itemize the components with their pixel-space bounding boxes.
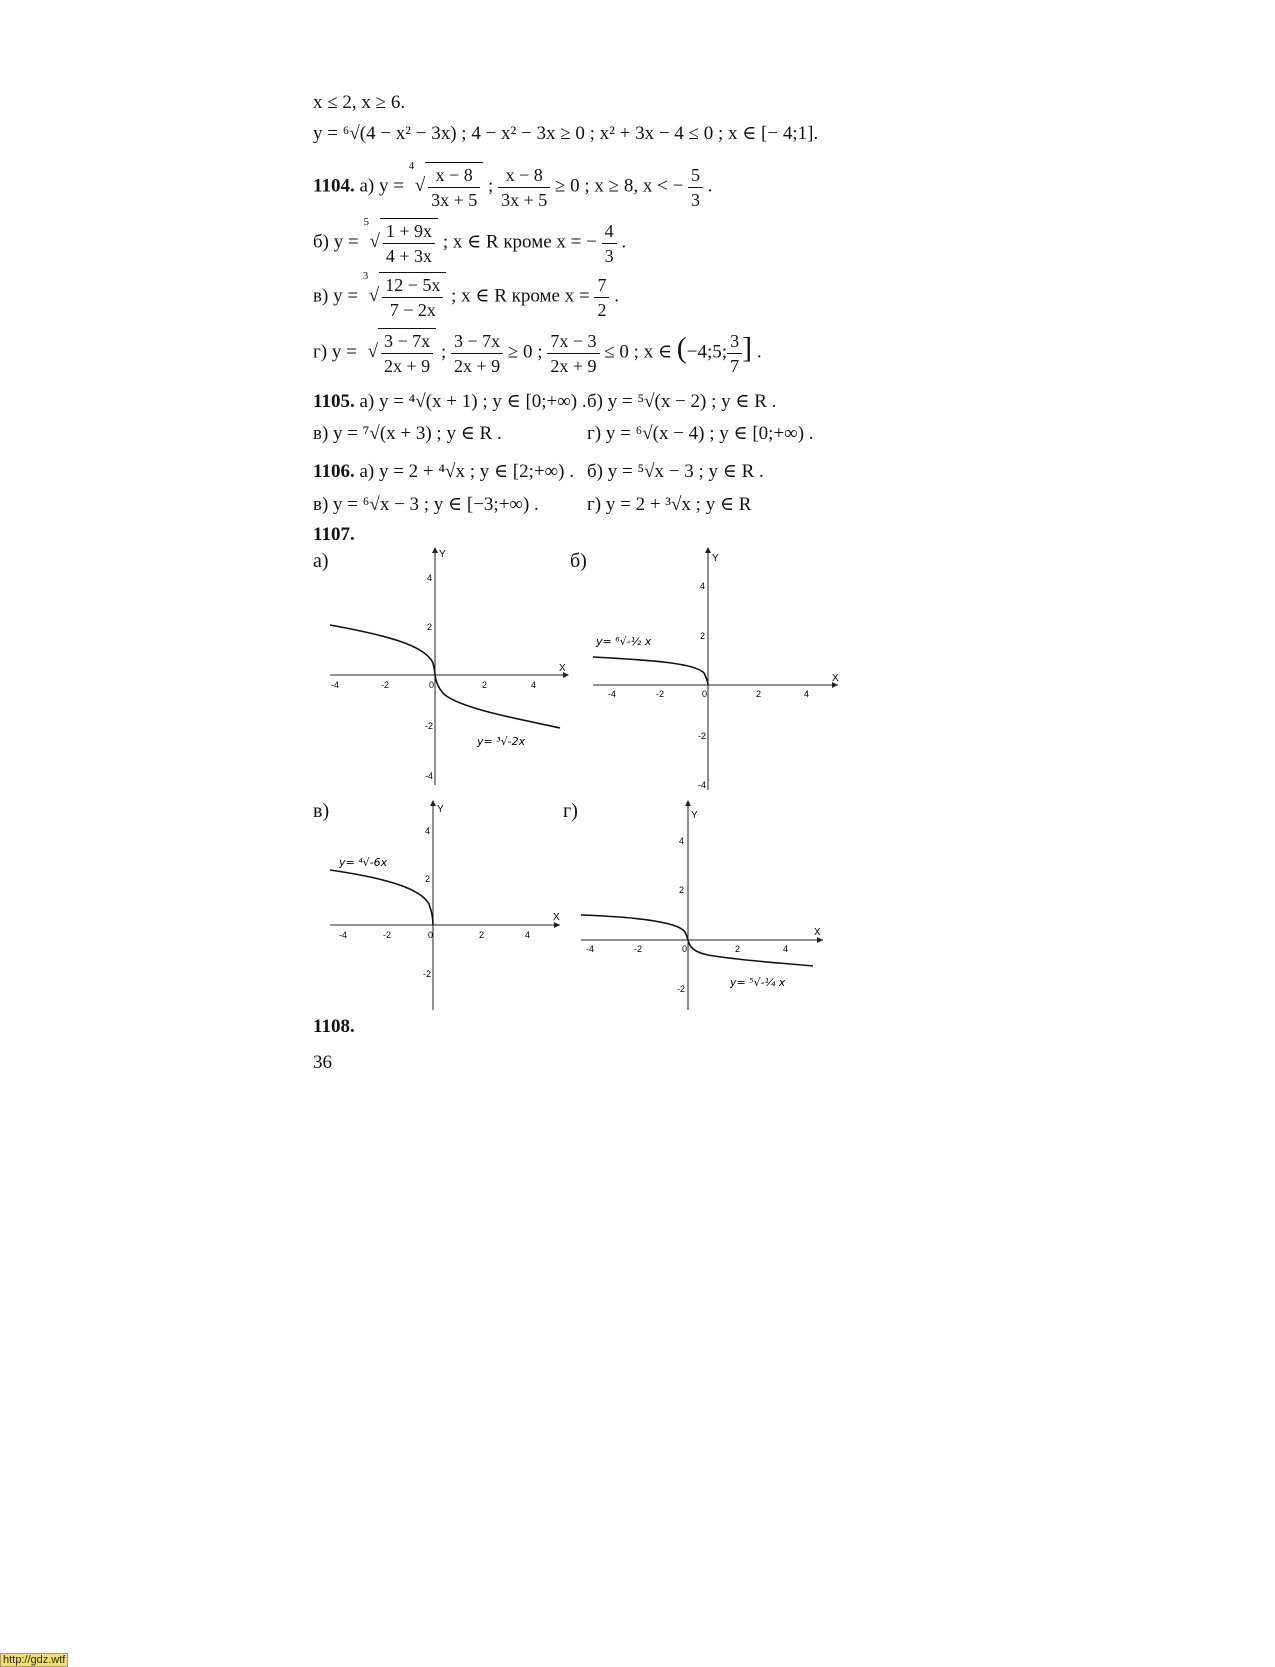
svg-text:-4: -4 <box>331 680 340 690</box>
condition-text: ; x ∈ R кроме x = − <box>442 231 597 253</box>
line-1106-v: в) y = ⁶√x − 3 ; y ∈ [−3;+∞) . <box>313 494 539 515</box>
problem-1107: 1107. <box>313 524 355 545</box>
fraction: $\frac{4}{3}$ <box>602 219 617 268</box>
problem-number: 1104. <box>313 175 355 197</box>
line-1106-b: б) y = ⁵√x − 3 ; y ∈ R . <box>587 461 764 482</box>
svg-text:4: 4 <box>700 581 706 591</box>
svg-text:0: 0 <box>428 930 434 940</box>
fraction: $\frac{7}{2}$ <box>594 273 609 322</box>
line-x-conditions: x ≤ 2, x ≥ 6. <box>313 92 406 113</box>
svg-text:4: 4 <box>525 930 531 940</box>
fraction: $\frac{x - 8}{3x + 5}$ <box>498 163 550 212</box>
radical: √ $\frac{3 - 7x}{2x + 9}$ <box>362 328 437 378</box>
svg-text:4: 4 <box>427 573 433 583</box>
svg-text:Y: Y <box>437 804 444 815</box>
item-label: г) <box>313 341 328 363</box>
radical: 4 √ $\frac{x - 8}{3x + 5}$ <box>409 162 484 212</box>
svg-text:0: 0 <box>702 689 708 699</box>
line-1105-b: б) y = ⁵√(x − 2) ; y ∈ R . <box>587 391 777 412</box>
condition-text: ; x ∈ R кроме x = <box>451 285 590 307</box>
svg-text:0: 0 <box>429 680 435 690</box>
svg-text:X: X <box>814 927 821 938</box>
svg-text:X: X <box>832 673 839 684</box>
svg-text:2: 2 <box>479 930 485 940</box>
svg-text:2: 2 <box>425 874 431 884</box>
svg-text:-2: -2 <box>634 944 643 954</box>
line-1104-v: в) y = 3 √ $\frac{12 - 5x}{7 - 2x}$ ; x ∈ R кроме x = $\frac{7}{2}$ . <box>313 270 619 320</box>
svg-text:4: 4 <box>783 944 789 954</box>
svg-text:-4: -4 <box>608 689 617 699</box>
svg-text:2: 2 <box>700 631 706 641</box>
fraction: $\frac{3 - 7x}{2x + 9}$ <box>451 329 503 378</box>
svg-text:2: 2 <box>756 689 762 699</box>
fraction: $\frac{7x - 3}{2x + 9}$ <box>547 329 599 378</box>
x-axis-label: X <box>559 663 566 674</box>
graph-b <box>590 545 845 795</box>
svg-text:-2: -2 <box>698 731 707 741</box>
line-1104-g: г) y = √ $\frac{3 - 7x}{2x + 9}$ ; $\frac{3 - 7x}{2x + 9}$ ≥ 0 ; $\frac{7x - 3}{2x + 9}$ ≤ 0 ; x ∈ (−4;5; $\frac{3}{7}$ ] . <box>313 328 762 378</box>
svg-text:X: X <box>553 912 560 923</box>
svg-text:y= ⁵√-¼ x: y= ⁵√-¼ x <box>730 976 786 989</box>
svg-text:-2: -2 <box>423 969 432 979</box>
svg-text:-2: -2 <box>656 689 665 699</box>
svg-text:-4: -4 <box>339 930 348 940</box>
problem-number: 1105. <box>313 391 355 412</box>
item-label: в) <box>313 285 329 307</box>
item-label: б) <box>313 231 329 253</box>
y-axis-label: Y <box>439 549 446 560</box>
svg-text:-2: -2 <box>383 930 392 940</box>
svg-text:-4: -4 <box>586 944 595 954</box>
problem-1108: 1108. <box>313 1016 355 1037</box>
graph-a <box>325 545 570 790</box>
graph-label-b: б) <box>570 550 587 572</box>
svg-text:-4: -4 <box>698 780 707 790</box>
line-1106-g: г) y = 2 + ³√x ; y ∈ R <box>587 494 752 515</box>
formula: y= ³√-2x <box>477 735 526 748</box>
svg-text:0: 0 <box>682 944 688 954</box>
page-number: 36 <box>313 1052 332 1073</box>
svg-text:-2: -2 <box>381 680 390 690</box>
line-1105-a: 1105. а) y = ⁴√(x + 1) ; y ∈ [0;+∞) . <box>313 391 587 412</box>
line-1103-g: y = ⁶√(4 − x² − 3x) ; 4 − x² − 3x ≥ 0 ; x² + 3x − 4 ≤ 0 ; x ∈ [− 4;1]. <box>313 123 819 144</box>
svg-text:-4: -4 <box>425 771 434 781</box>
site-link[interactable]: http://gdz.wtf <box>0 1653 68 1667</box>
fraction: $\frac{5}{3}$ <box>688 163 703 212</box>
condition-text: ; x ≥ 8, x < − <box>584 175 684 197</box>
svg-text:Y: Y <box>712 553 719 564</box>
graph-v <box>325 800 570 1015</box>
graph-label-v: в) <box>313 800 330 822</box>
fraction: $\frac{3}{7}$ <box>727 329 742 378</box>
graph-g <box>578 800 838 1015</box>
svg-text:2: 2 <box>679 885 685 895</box>
radical: 3 √ $\frac{12 - 5x}{7 - 2x}$ <box>363 272 447 322</box>
line-1104-b: б) y = 5 √ $\frac{1 + 9x}{4 + 3x}$ ; x ∈ R кроме x = − $\frac{4}{3}$ . <box>313 216 627 266</box>
svg-text:2: 2 <box>735 944 741 954</box>
line-1104-a: 1104. а) y = 4 √ $\frac{x - 8}{3x + 5}$ ; $\frac{x - 8}{3x + 5}$ ≥ 0 ; x ≥ 8, x < − $\frac{5}{3}$ . <box>313 160 713 210</box>
svg-text:4: 4 <box>804 689 810 699</box>
item-label: а) <box>359 175 375 197</box>
svg-text:-2: -2 <box>677 984 686 994</box>
curve <box>330 625 560 728</box>
graph-label-g: г) <box>563 800 578 822</box>
svg-text:2: 2 <box>482 680 488 690</box>
line-1106-a: 1106. а) y = 2 + ⁴√x ; y ∈ [2;+∞) . <box>313 461 574 482</box>
svg-text:Y: Y <box>691 810 698 821</box>
svg-text:4: 4 <box>679 836 685 846</box>
svg-text:4: 4 <box>425 826 431 836</box>
svg-text:y= ⁴√-6x: y= ⁴√-6x <box>339 856 388 869</box>
line-1105-g: г) y = ⁶√(x − 4) ; y ∈ [0;+∞) . <box>587 423 814 444</box>
svg-text:4: 4 <box>531 680 537 690</box>
radical: 5 √ $\frac{1 + 9x}{4 + 3x}$ <box>363 218 438 268</box>
graph-label-a: а) <box>313 550 329 572</box>
line-1105-v: в) y = ⁷√(x + 3) ; y ∈ R . <box>313 423 502 444</box>
svg-text:2: 2 <box>427 622 433 632</box>
problem-number: 1106. <box>313 461 355 482</box>
svg-text:y= ⁶√-½ x: y= ⁶√-½ x <box>596 635 652 648</box>
svg-text:-2: -2 <box>425 721 434 731</box>
